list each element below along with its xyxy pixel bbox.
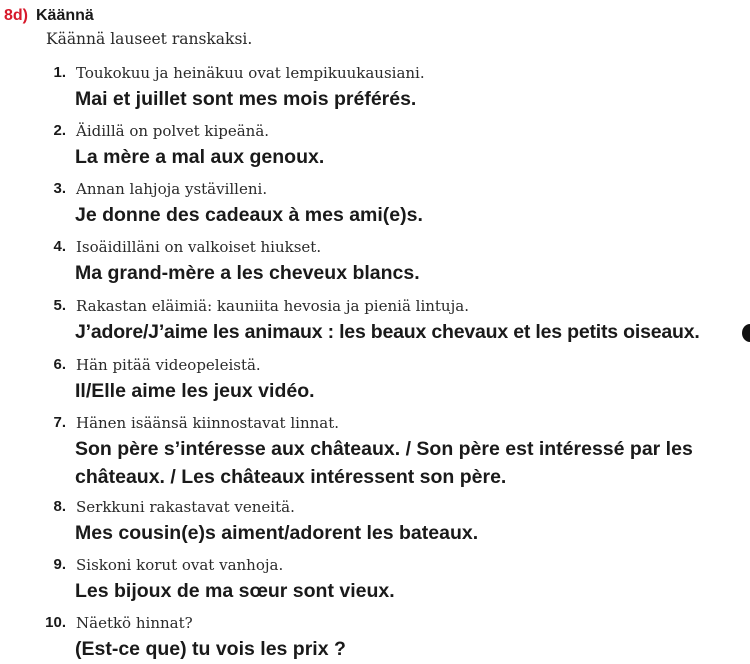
item-source-sentence: Serkkuni rakastavat veneitä. — [76, 498, 295, 516]
item-answer: Son père s’intéresse aux châteaux. / Son père est intéressé par les châteaux. / Les châteaux intéressent son père. — [75, 438, 693, 488]
item-number: 6. — [53, 356, 66, 373]
item-answer: Mai et juillet sont mes mois préférés. — [75, 88, 417, 110]
item-number: 2. — [53, 122, 66, 139]
exercise-header — [4, 6, 94, 26]
item-source-sentence: Hänen isäänsä kiinnostavat linnat. — [76, 414, 340, 432]
item-number: 4. — [53, 238, 66, 255]
item-source-sentence: Annan lahjoja ystävilleni. — [76, 180, 268, 198]
item-number: 7. — [53, 414, 66, 431]
item-number: 1. — [53, 64, 66, 81]
item-answer: Les bijoux de ma sœur sont vieux. — [75, 580, 395, 602]
item-number: 8. — [53, 498, 66, 515]
item-source-sentence: Hän pitää videopeleistä. — [76, 356, 261, 374]
edge-marker-dot — [742, 324, 750, 342]
item-answer: La mère a mal aux genoux. — [75, 146, 325, 168]
item-number: 3. — [53, 180, 66, 197]
exercise-number: 8d) — [4, 7, 28, 24]
exercise-instruction: Käännä lauseet ranskaksi. — [46, 30, 253, 48]
item-answer: Mes cousin(e)s aiment/adorent les bateaux. — [75, 522, 479, 544]
item-number: 10. — [45, 614, 66, 631]
item-answer: Ma grand-mère a les cheveux blancs. — [75, 262, 420, 284]
item-source-sentence: Isoäidilläni on valkoiset hiukset. — [76, 238, 322, 256]
item-number: 9. — [53, 556, 66, 573]
item-source-sentence: Äidillä on polvet kipeänä. — [76, 122, 270, 140]
item-answer: (Est-ce que) tu vois les prix ? — [75, 638, 346, 660]
item-answer: J’adore/J’aime les animaux : les beaux chevaux et les petits oiseaux. — [75, 321, 700, 343]
item-source-sentence: Näetkö hinnat? — [76, 614, 193, 632]
item-source-sentence: Siskoni korut ovat vanhoja. — [76, 556, 284, 574]
item-answer: Il/Elle aime les jeux vidéo. — [75, 380, 315, 402]
item-source-sentence: Toukokuu ja heinäkuu ovat lempikuukausiani. — [76, 64, 425, 82]
item-number: 5. — [53, 297, 66, 314]
exercise-title: Käännä — [36, 7, 94, 24]
item-answer: Je donne des cadeaux à mes ami(e)s. — [75, 204, 423, 226]
item-source-sentence: Rakastan eläimiä: kauniita hevosia ja pieniä lintuja. — [76, 297, 469, 315]
